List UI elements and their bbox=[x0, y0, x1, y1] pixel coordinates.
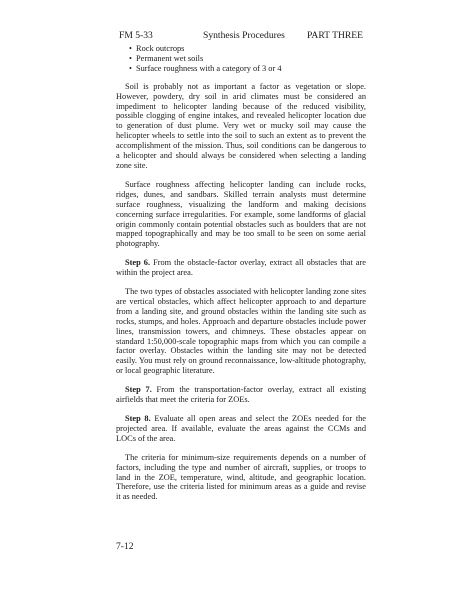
part-label: PART THREE bbox=[306, 30, 363, 41]
soil-paragraph: Soil is probably not as important a factor as vegetation or slope. However, powdery, dry soil in arid climates must be considered an impediment to helicopter landing because of the reduced visibility, possible clogging of engine intakes, and revealed helicopter location due to generation of dust plume. Very wet or mucky soil may cause the helicopter wheels to settle into the soil to such an extent as to prevent the accomplishment of the mission. Thus, soil conditions can be dangerous to a helicopter and should always be considered when selecting a landing zone site. bbox=[116, 81, 366, 170]
chapter-title: Synthesis Procedures bbox=[203, 30, 285, 41]
page-header bbox=[119, 29, 363, 43]
manual-number: FM 5-33 bbox=[119, 30, 153, 41]
step-6-text: From the obstacle-factor overlay, extract all obstacles that are within the project area. bbox=[116, 258, 366, 278]
list-item: • Surface roughness with a category of 3 or 4 bbox=[129, 64, 366, 74]
step-6-paragraph bbox=[116, 258, 366, 278]
page-number: 7-12 bbox=[116, 541, 134, 552]
step-8-label: Step 8. bbox=[125, 414, 151, 423]
bullet-list bbox=[116, 44, 366, 74]
surface-roughness-paragraph: Surface roughness affecting helicopter landing can include rocks, ridges, dunes, and sandbars. Skilled terrain analysts must determine surface roughness, visualizing the landform and making decisions concerning surface irregularities. For example, some landforms of glacial origin commonly contain potential obstacles such as boulders that are not mapped topographically and may be too small to be seen on some aerial photography. bbox=[116, 179, 366, 249]
step-8-paragraph bbox=[116, 414, 366, 444]
step-7-paragraph bbox=[116, 385, 366, 405]
body-text bbox=[116, 44, 366, 511]
step-8-text: Evaluate all open areas and select the ZOEs needed for the projected area. If available, evaluate the areas against the CCMs and LOCs of the area. bbox=[116, 414, 367, 443]
criteria-paragraph: The criteria for minimum-size requirements depends on a number of factors, including the type and number of aircraft, supplies, or troops to land in the ZOE, temperature, wind, altitude, and geographic location. Therefore, use the criteria listed for minimum areas as a guide and revise it as needed. bbox=[116, 452, 366, 502]
step-6-label: Step 6. bbox=[125, 258, 151, 268]
obstacles-paragraph: The two types of obstacles associated with helicopter landing zone sites are vertical obstacles, which affect helicopter approach to and departure from a landing site, and ground obstacles within the landing site such as rocks, stumps, and holes. Approach and departure obstacles include power lines, transmission towers, and chimneys. These obstacles appear on standard 1:50,000-scale topographic maps from which you can compile a factor overlay. Obstacles within the landing site may not be detected easily. You must rely on ground reconnaissance, low-altitude photography, or local geographic literature. bbox=[116, 287, 366, 376]
list-item: • Rock outcrops bbox=[129, 44, 366, 54]
step-7-text: From the transportation-factor overlay, extract all existing airfields that meet the criteria for ZOEs. bbox=[116, 385, 366, 405]
list-item: • Permanent wet soils bbox=[129, 54, 366, 64]
step-7-label: Step 7. bbox=[125, 385, 152, 395]
